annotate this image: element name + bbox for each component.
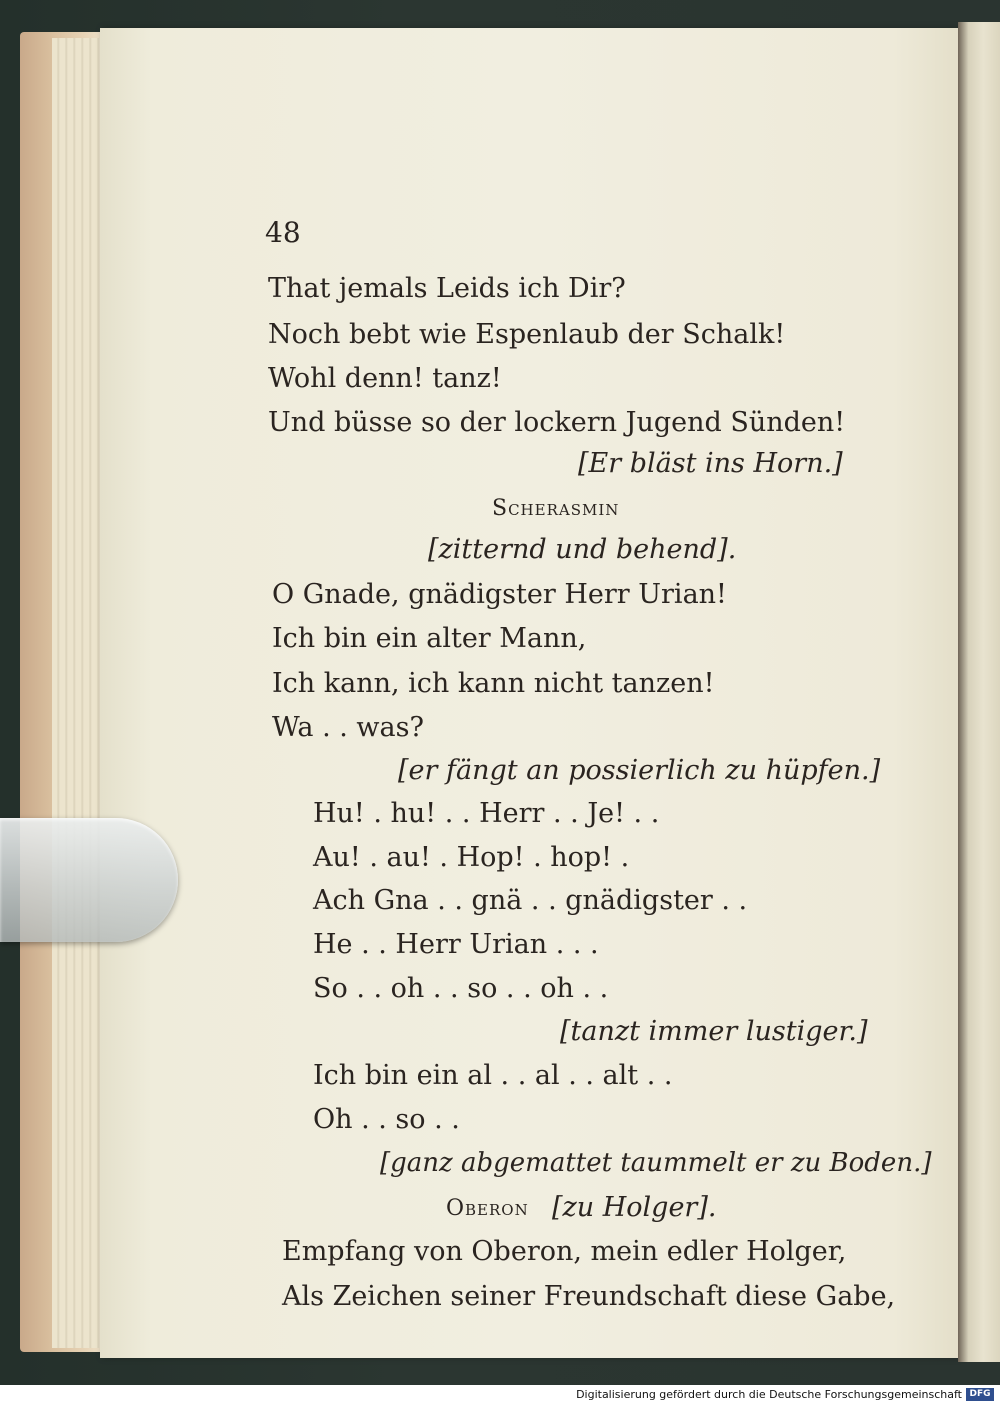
bookmark-clip [0,818,178,942]
verse-line: Als Zeichen seiner Freundschaft diese Gabe, [282,1281,896,1312]
dfg-logo-icon: DFG [966,1388,994,1401]
verse-line: Noch bebt wie Espenlaub der Schalk! [268,319,786,350]
verse-line: Empfang von Oberon, mein edler Holger, [282,1236,847,1267]
stage-direction: [er fängt an possierlich zu hüpfen.] [398,755,881,786]
verse-line: Au! . au! . Hop! . hop! . [313,842,630,873]
funding-credit: Digitalisierung gefördert durch die Deutsche Forschungsgemeinschaft [576,1388,962,1401]
stage-direction: [zitternd und behend]. [428,534,737,565]
verse-line: Ich kann, ich kann nicht tanzen! [272,668,715,699]
verse-line: Und büsse so der lockern Jugend Sünden! [268,407,846,438]
verse-line: Hu! . hu! . . Herr . . Je! . . [313,798,660,829]
verse-line: Ich bin ein al . . al . . alt . . [313,1060,673,1091]
verse-line: Ich bin ein alter Mann, [272,623,587,654]
stage-direction: [ganz abgemattet taummelt er zu Boden.] [380,1148,932,1178]
stage-direction: [tanzt immer lustiger.] [560,1016,868,1047]
verse-line: Wa . . was? [272,712,424,743]
verse-line: So . . oh . . so . . oh . . [313,973,609,1004]
speaker-name: Scherasmin [492,496,620,521]
page-number: 48 [265,216,301,249]
speaker-name: Oberon [446,1196,529,1221]
footer-bar [0,1385,1000,1405]
verse-line: Ach Gna . . gnä . . gnädigster . . [313,885,748,916]
verse-line: He . . Herr Urian . . . [313,929,599,960]
verse-line: Oh . . so . . [313,1104,460,1135]
stage-direction: [Er bläst ins Horn.] [578,448,843,479]
stage-direction: [zu Holger]. [552,1192,717,1223]
verse-line: O Gnade, gnädigster Herr Urian! [272,579,727,610]
verse-line: Wohl denn! tanz! [268,363,502,394]
verse-line: That jemals Leids ich Dir? [268,273,626,304]
